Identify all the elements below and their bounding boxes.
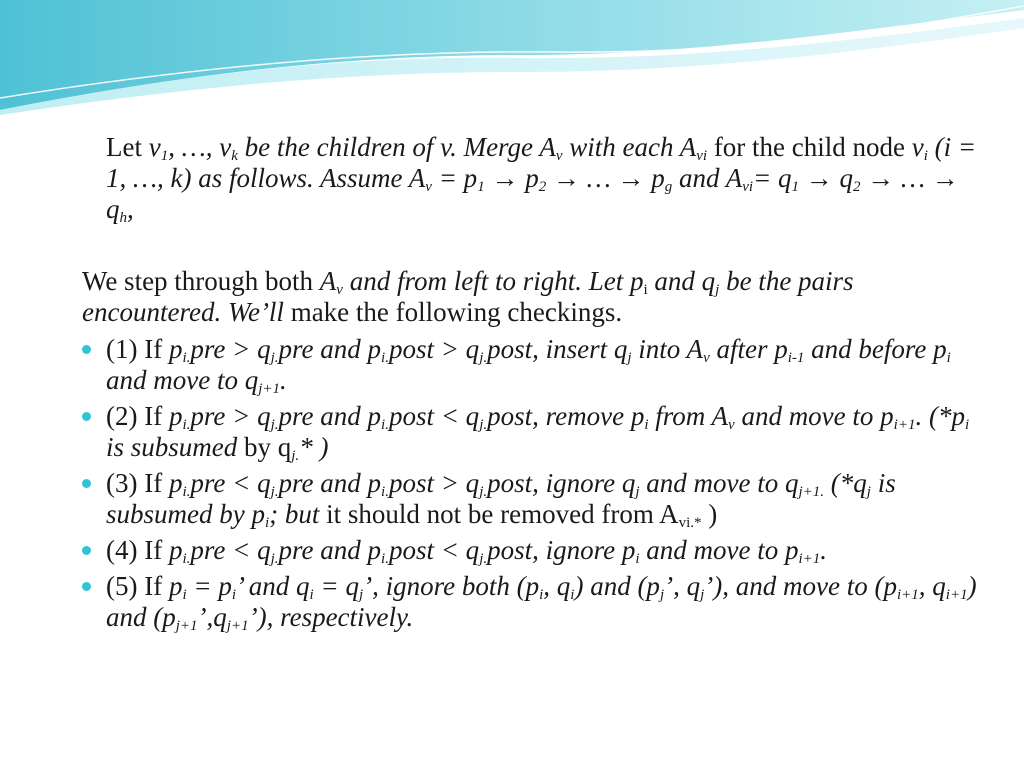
paragraph-merge-description: Let $v_1$, …, $v_k$ be the children of v. Merge $A_v$ with each $A_{vi}$ for the child node $v_i$ (i = 1, …, k) as follows. Assume $A_v = p_1 \to p_2$ → … → $p_g$ and $A_{vi}= q_1 \to q_2$ → … → $q_h$, <box>106 132 977 226</box>
bullet-icon <box>82 479 91 488</box>
list-item: (3) If $p_{i.}pre < q_{j.}pre$ and $p_{i.}post$ > $q_{j.}post$, ignore $q_j$ and move to $q_{j+1.}$ ($*q_j$ is subsumed by $p_i$; but it should not be removed from $A_{vi.*}$ ) <box>82 468 982 530</box>
list-item: (4) If $p_{i.}pre < q_{j.}pre$ and $p_{i.}post$ < $q_{j.}post$, ignore $p_i$ and move to $p_{i+1}$. <box>82 535 982 566</box>
paragraph-step-through: We step through both $A_v$ and from left to right. Let $p_i$ and $q_j$ be the pairs encountered. We’ll make the following checkings. <box>82 266 854 327</box>
list-item: (2) If $p_{i.}pre > q_{j.}pre$ and $p_{i.}post$ < $q_{j.}post$, remove $p_i$ from $A_v$ and move to $p_{i+1}$. ($*p_i$ is subsumed by $q_{j.}*$ ) <box>82 401 982 463</box>
checking-rules-list <box>82 334 982 638</box>
list-item: (1) If $p_{i.}pre > q_{j.}pre$ and $p_{i.}post$ > $q_{j.}post$, insert $q_j$ into $A_v$ after $p_{i-1}$ and before $p_i$ and move to $q_{j+1}$. <box>82 334 982 396</box>
header-wave-decoration <box>0 0 1024 120</box>
bullet-icon <box>82 546 91 555</box>
bullet-icon <box>82 345 91 354</box>
bullet-icon <box>82 582 91 591</box>
bullet-icon <box>82 412 91 421</box>
list-item: (5) If $p_i = p_i$’ and $q_i = q_j$’, ignore both ($p_i$, $q_i$) and ($p_j$’, $q_j$’), and move to ($p_{i+1}$, $q_{i+1}$) and $(p_{j+1}’,q_{j+1}’)$, respectively. <box>82 571 982 633</box>
